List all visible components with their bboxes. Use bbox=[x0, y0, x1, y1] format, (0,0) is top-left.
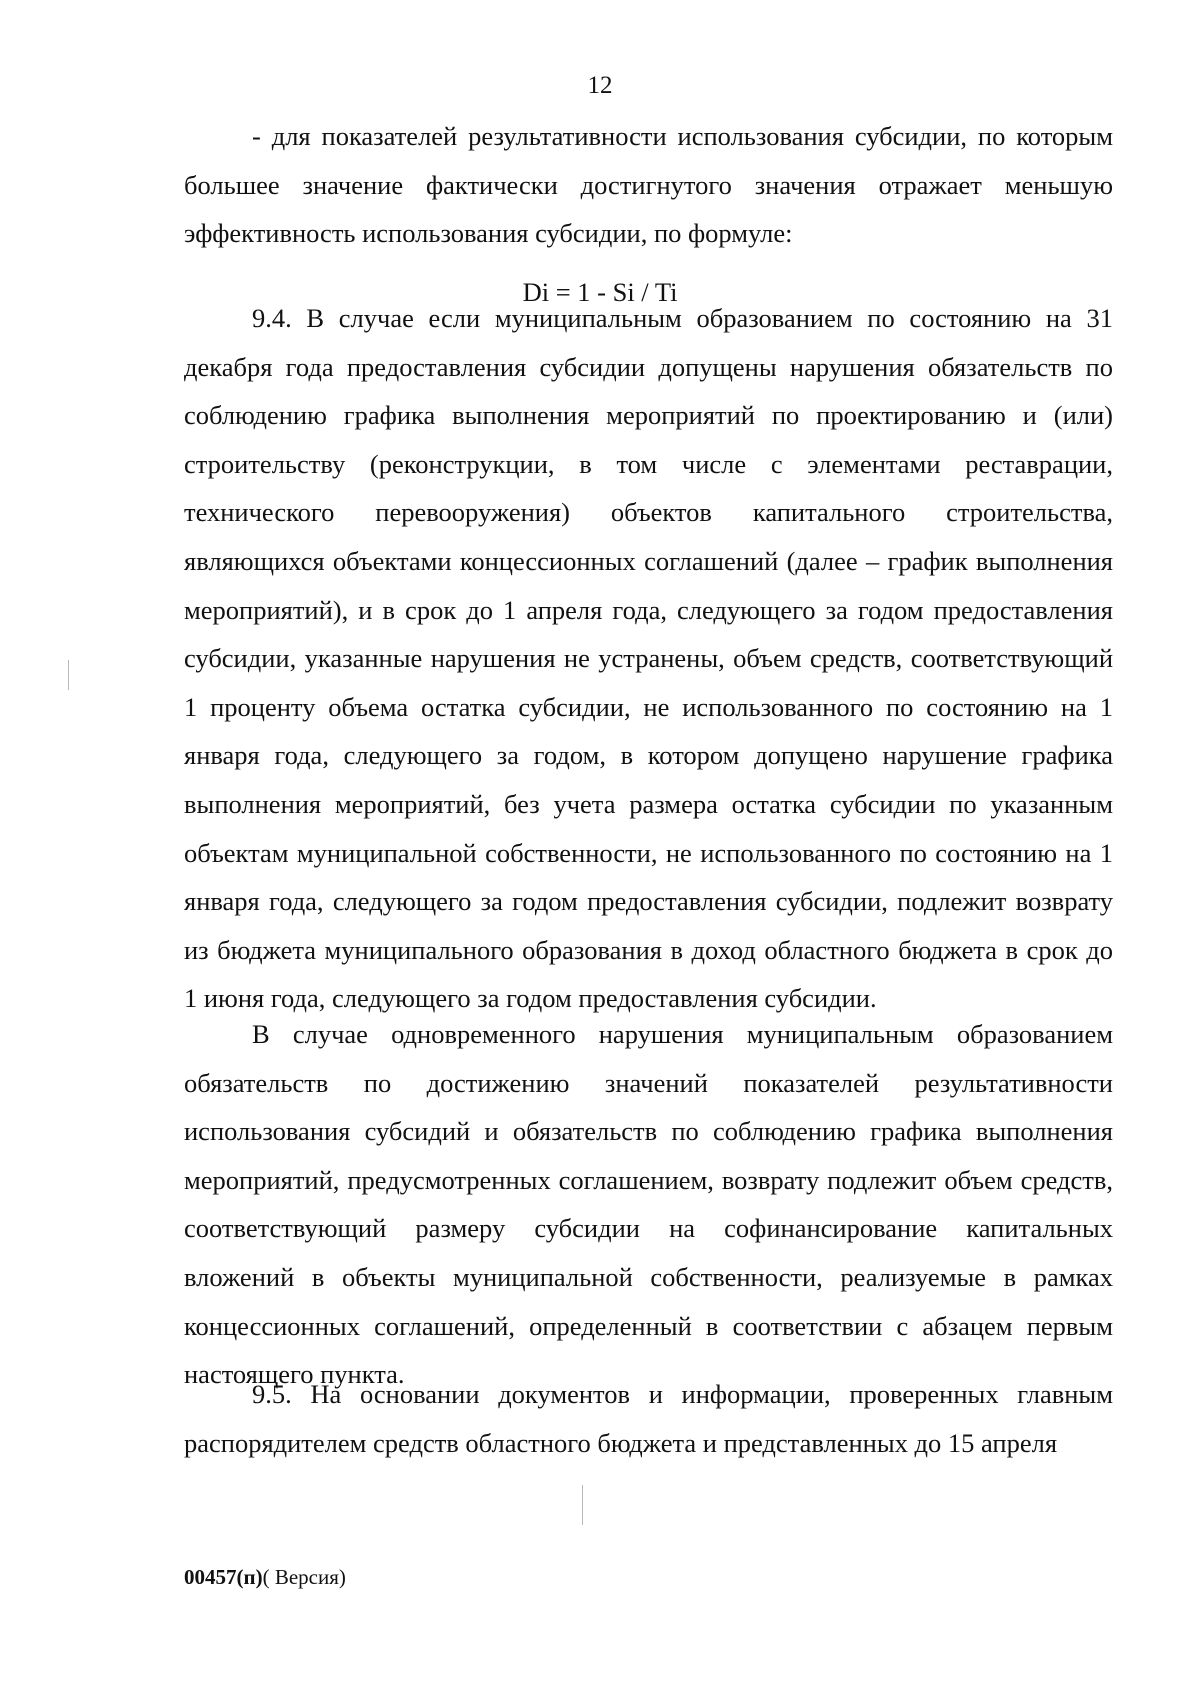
document-number: 00457(п) bbox=[184, 1565, 263, 1589]
paragraph-indicator-formula-intro: - для показателей результативности использования субсидии, по которым большее значение фактически достигнутого значения отражает меньшую эффективность использования субсидии, по формуле: bbox=[184, 121, 1113, 249]
document-version: ( Версия) bbox=[262, 1565, 346, 1589]
paragraph-9-4: 9.4. В случае если муниципальным образованием по состоянию на 31 декабря года предоставления субсидии допущены нарушения обязательств по соблюдению графика выполнения мероприятий по проектированию и (или) строительству (реконструкции, в том числе с элементами реставрации, технического перевооружения) объектов капитального строительства, являющихся объектами концессионных соглашений (далее – график выполнения мероприятий), и в срок до 1 апреля года, следующего за годом предоставления субсидии, указанные нарушения не устранены, объем средств, соответствующий 1 проценту объема остатка субсидии, не использованного по состоянию на 1 января года, следующего за годом, в котором допущено нарушение графика выполнения мероприятий, без учета размера остатка субсидии по указанным объектам муниципальной собственности, не использованного по состоянию на 1 января года, следующего за годом предоставления субсидии, подлежит возврату из бюджета муниципального образования в доход областного бюджета в срок до 1 июня года, следующего за годом предоставления субсидии. bbox=[184, 303, 1113, 1014]
paragraph-9-5: 9.5. На основании документов и информации, проверенных главным распорядителем средств областного бюджета и представленных до 15 апреля bbox=[184, 1379, 1113, 1458]
formula: Di = 1 - Si / Ti bbox=[522, 277, 678, 307]
page-number: 12 bbox=[587, 72, 613, 99]
scan-artifact bbox=[68, 660, 69, 690]
paragraph-simultaneous-violation: В случае одновременного нарушения муниципальным образованием обязательств по достижению значений показателей результативности использования субсидий и обязательств по соблюдению графика выполнения мероприятий, предусмотренных соглашением, возврату подлежит объем средств, соответствующий размеру субсидии на софинансирование капитальных вложений в объекты муниципальной собственности, реализуемые в рамках концессионных соглашений, определенный в соответствии с абзацем первым настоящего пункта. bbox=[184, 1019, 1113, 1390]
document-footer-code bbox=[184, 1562, 346, 1592]
scan-artifact bbox=[582, 1485, 583, 1525]
